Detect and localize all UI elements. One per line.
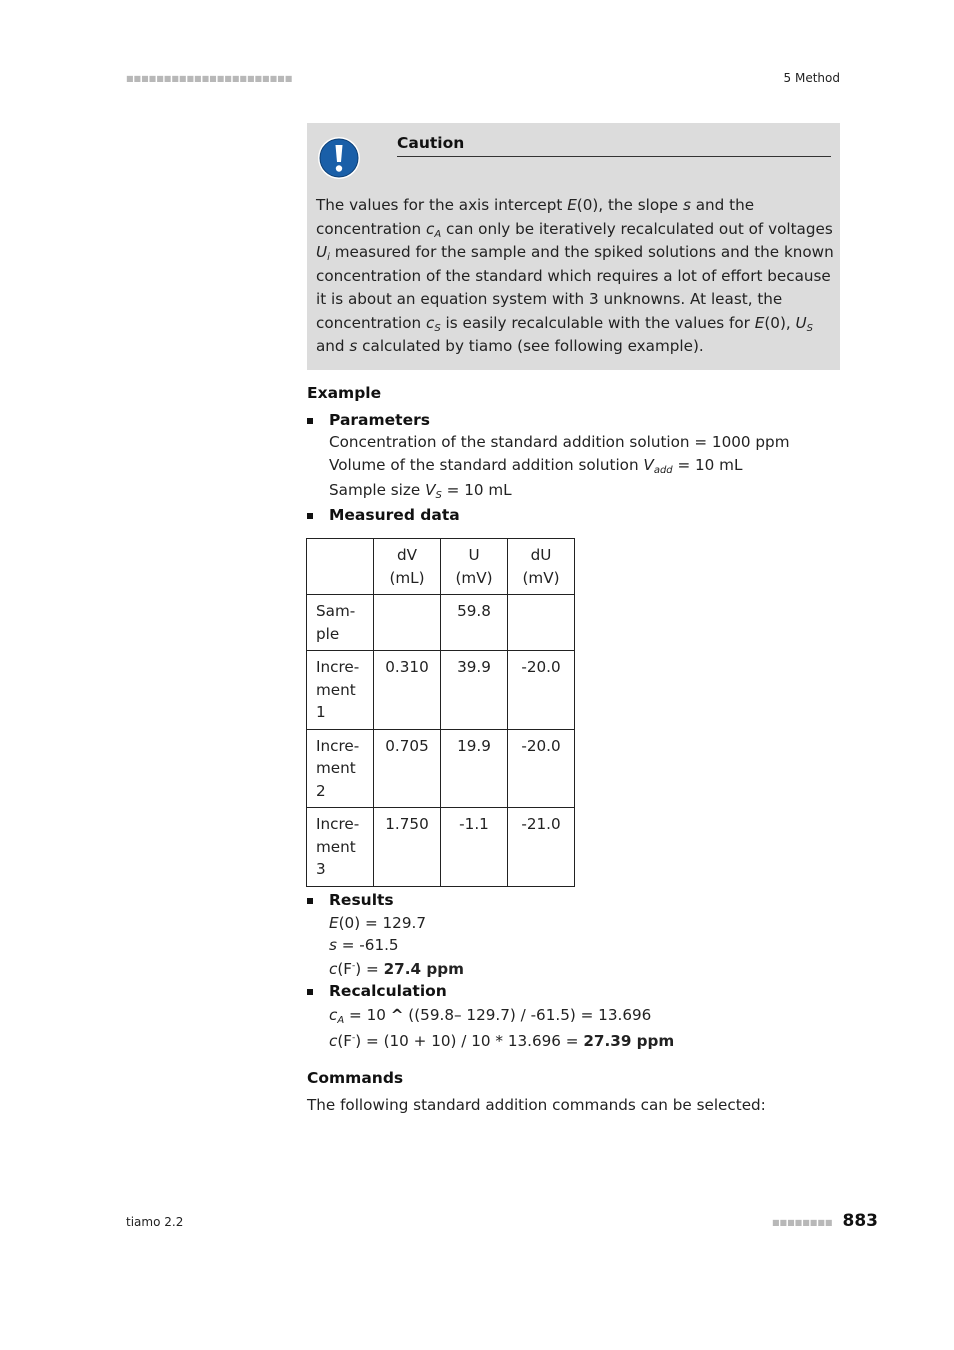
results-bullet: Results [307, 891, 394, 909]
result-concentration: c(F-) = 27.4 ppm [329, 960, 464, 978]
table-header-cell [307, 539, 374, 595]
example-heading: Example [307, 384, 382, 402]
param-sample-size: Sample size $V_S = 10$ mL [329, 481, 512, 501]
table-header-cell: dU (mV) [508, 539, 575, 595]
table-cell: -21.0 [508, 808, 575, 887]
table-cell [508, 595, 575, 651]
table-row [307, 651, 575, 730]
result-slope: s = -61.5 [329, 936, 399, 954]
table-cell [374, 595, 441, 651]
table-cell: 1.750 [374, 808, 441, 887]
recalc-line-1: $c_A = 10$ ^ ((59.8– 129.7) / -61.5) = 13.696 [329, 1006, 652, 1026]
footer-product: tiamo 2.2 [126, 1215, 184, 1229]
table-row [307, 808, 575, 887]
footer-decoration: ■■■■■■■■ [772, 1218, 833, 1227]
commands-text: The following standard addition commands can be selected: [307, 1096, 766, 1114]
table-cell: 0.310 [374, 651, 441, 730]
table-cell: -20.0 [508, 651, 575, 730]
table-cell: -1.1 [441, 808, 508, 887]
page-number: 883 [842, 1211, 878, 1231]
measured-data-bullet: Measured data [307, 506, 460, 524]
table-cell: Incre- ment 2 [307, 729, 374, 808]
table-cell: Incre- ment 1 [307, 651, 374, 730]
parameters-bullet: Parameters [307, 411, 430, 429]
table-cell: Sam- ple [307, 595, 374, 651]
param-volume: Volume of the standard addition solution $V_{add} = 10$ mL [329, 456, 743, 476]
table-cell: 59.8 [441, 595, 508, 651]
table-cell: 39.9 [441, 651, 508, 730]
table-header-row [307, 539, 575, 595]
recalc-line-2: c(F-) = (10 + 10) / 10 * 13.696 = 27.39 ppm [329, 1032, 675, 1050]
header-section-title: 5 Method [783, 71, 840, 85]
caution-box [307, 123, 840, 370]
table-cell: Incre- ment 3 [307, 808, 374, 887]
header-decoration: ■■■■■■■■■■■■■■■■■■■■■■ [126, 74, 293, 83]
commands-heading: Commands [307, 1069, 404, 1087]
param-concentration: Concentration of the standard addition solution = 1000 ppm [329, 433, 790, 451]
caution-title: Caution [397, 132, 831, 157]
table-cell: 19.9 [441, 729, 508, 808]
table-header-cell: dV (mL) [374, 539, 441, 595]
caution-text: The values for the axis intercept E(0), the slope s and the concentration $c_A$ can only be iteratively recalculated out of voltages $U_i$ measured for the sample and the spiked solutions and the known concentration of the standard which requires a lot of effort because it is about an equation system with 3 unknowns. At least, the concentration $c_S$ is easily recalculable with the values for E(0), $U_S$ and s calculated by tiamo (see following example). [316, 196, 834, 355]
recalculation-bullet: Recalculation [307, 982, 447, 1000]
table-cell: -20.0 [508, 729, 575, 808]
table-row [307, 729, 575, 808]
measured-data-table [306, 538, 575, 887]
exclamation-icon [317, 136, 361, 180]
table-cell: 0.705 [374, 729, 441, 808]
result-intercept: E(0) = 129.7 [329, 914, 426, 932]
table-row [307, 595, 575, 651]
table-header-cell: U (mV) [441, 539, 508, 595]
